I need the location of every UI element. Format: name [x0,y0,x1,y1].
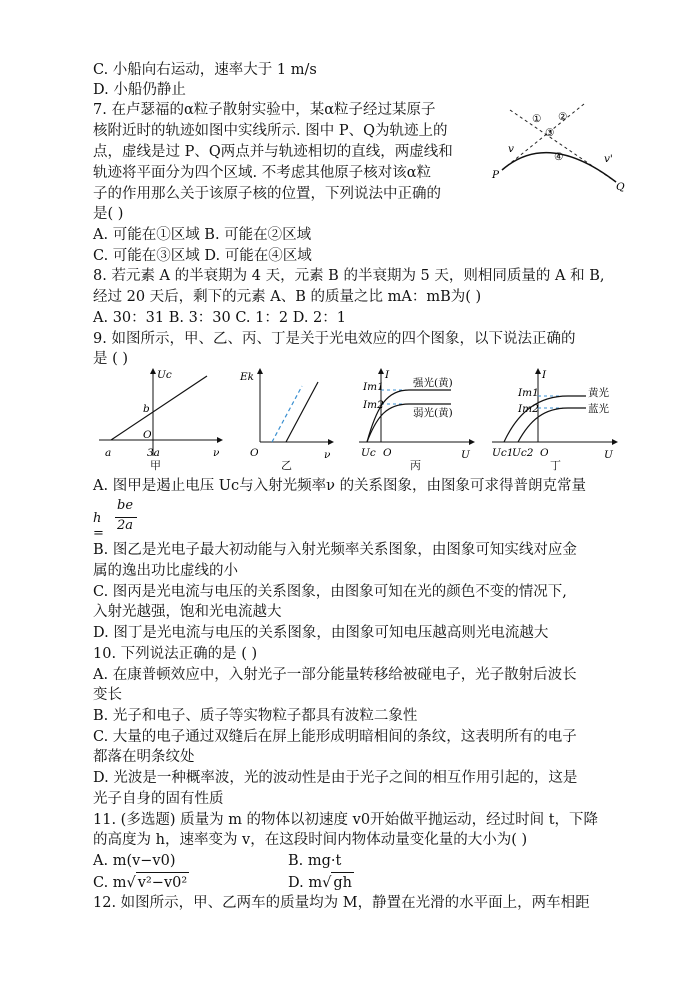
q11-option-b: B. mg·t [288,853,342,869]
region-4-label: ④ [554,151,564,163]
q7-text-1: 7. 在卢瑟福的α粒子散射实验中，某α粒子经过某原子 [93,102,436,118]
uc1-label: Uc1 [492,447,514,459]
tangent-line-q [502,104,584,170]
im1-label: Im1 [518,387,539,399]
q7-text-5: 子的作用那么关于该原子核的位置，下列说法中正确的 [93,186,441,202]
region-2-label: ② [558,111,568,123]
graph-ding-caption: 丁 [550,459,561,472]
q8-text-2: 经过 20 天后，剩下的元素 A、B 的质量之比 mA：mB为( ) [93,289,482,305]
q10-option-d-2: 光子自身的固有性质 [93,791,224,807]
option-d-line: D. 小船仍静止 [93,82,186,98]
intercept-b-label: b [143,403,150,415]
origin-label: O [383,447,392,459]
q11-option-d-prefix: D. m [288,875,323,891]
y-axis-label: Ek [240,371,255,383]
q9-text-2: 是 ( ) [93,351,129,367]
yellow-light-label: 黄光 [588,387,609,399]
q9-option-c-2: 入射光越强，饱和光电流越大 [93,604,282,620]
formula-h: h = [93,511,104,541]
region-1-label: ① [532,113,542,125]
velocity-v-label: v [508,143,514,155]
q7-options-ab: A. 可能在①区域 B. 可能在②区域 [93,227,312,243]
origin-label: O [143,429,152,441]
q7-text-3: 点，虚线是过 P、Q两点并与轨迹相切的直线，两虚线和 [93,144,453,160]
graph-bing-caption: 丙 [410,459,421,472]
q9-option-c-1: C. 图丙是光电流与电压的关系图象，由图象可知在光的颜色不变的情况下, [93,584,567,600]
origin-label: O [250,447,259,459]
3a-label: 3a [147,447,160,459]
formula-numerator: be [117,498,134,513]
strong-light-label: 强光(黄) [413,377,453,389]
q7-text-6: 是( ) [93,206,124,222]
q11-text-2: 的高度为 h，速率变为 v，在这段时间内物体动量变化量的大小为( ) [93,832,528,848]
a-label: a [105,447,112,459]
y-axis-label: I [385,369,390,381]
q11-option-c: C. m√ v²−v0² [93,872,189,893]
x-axis-label: ν [324,449,331,461]
solid-line [286,382,318,442]
graph-yi-caption: 乙 [281,459,292,472]
uc-label: Uc [361,447,376,459]
blue-light-label: 蓝光 [588,403,609,415]
q7-text-2: 核附近时的轨迹如图中实线所示. 图中 P、Q为轨迹上的 [93,123,448,139]
graph-yi [238,366,334,462]
point-q-label: Q [616,181,625,192]
graph-jia-caption: 甲 [150,459,161,472]
q10-option-d-1: D. 光波是一种概率波，光的波动性是由于光子之间的相互作用引起的，这是 [93,770,578,786]
graph-ding [488,366,618,462]
im1-label: Im1 [363,381,384,393]
im2-label: Im2 [363,399,384,411]
q11-option-c-prefix: C. m [93,875,127,891]
origin-label: O [540,447,549,459]
formula-denominator: 2a [117,518,134,533]
weak-light-label: 弱光(黄) [413,407,453,419]
q10-option-a-1: A. 在康普顿效应中，入射光子一部分能量转移给被碰电子，光子散射后波长 [93,667,577,683]
region-3-label: ③ [545,127,555,139]
q11-text-1: 11. (多选题) 质量为 m 的物体以初速度 v0开始做平抛运动，经过时间 t，下降 [93,812,599,828]
uc2-label: Uc2 [512,447,534,459]
q9-option-d: D. 图丁是光电流与电压的关系图象，由图象可知电压越高则光电流越大 [93,625,549,641]
option-c-line: C. 小船向右运动，速率大于 1 m/s [93,62,317,78]
graph-bing [355,366,475,462]
q9-text-1: 9. 如图所示，甲、乙、丙、丁是关于光电效应的四个图象，以下说法正确的 [93,331,576,347]
yellow-curve [504,396,586,442]
alpha-scattering-figure [488,100,638,192]
y-axis-label: Uc [157,369,172,381]
q10-option-b: B. 光子和电子、质子等实物粒子都具有波粒二象性 [93,708,418,724]
q9-option-b-1: B. 图乙是光电子最大初动能与入射光频率关系图象，由图象可知实线对应金 [93,542,577,558]
q7-text-4: 轨迹将平面分为四个区域. 不考虑其他原子核对该α粒 [93,165,432,181]
q11-option-c-radicand: v²−v0² [136,872,189,893]
q10-text: 10. 下列说法正确的是 ( ) [93,646,258,662]
x-axis-label: ν [213,447,220,459]
q9-option-a: A. 图甲是遏止电压 Uc与入射光频率ν 的关系图象，由图象可求得普朗克常量 [93,478,587,494]
x-axis-label: U [461,449,470,461]
q10-option-c-1: C. 大量的电子通过双缝后在屏上能形成明暗相间的条纹，这表明所有的电子 [93,729,577,745]
q9-option-b-2: 属的逸出功比虚线的小 [93,563,238,579]
q11-option-d: D. m√ gh [288,872,354,893]
x-axis-label: U [604,449,613,461]
dashed-line [272,386,302,442]
q8-options: A. 30：31 B. 3：30 C. 1：2 D. 2：1 [93,310,346,326]
q11-option-a: A. m(v−v0) [93,853,176,869]
im2-label: Im2 [518,403,539,415]
q8-text-1: 8. 若元素 A 的半衰期为 4 天，元素 B 的半衰期为 5 天，则相同质量的 A 和 B, [93,268,605,284]
q7-options-cd: C. 可能在③区域 D. 可能在④区域 [93,248,312,264]
velocity-vprime-label: v' [604,153,613,165]
q10-option-c-2: 都落在明条纹处 [93,749,195,765]
y-axis-label: I [542,369,547,381]
point-p-label: P [492,169,500,181]
q12-text: 12. 如图所示，甲、乙两车的质量均为 M，静置在光滑的水平面上，两车相距 [93,895,590,911]
graph-jia [95,366,223,462]
q11-option-d-radicand: gh [331,872,354,893]
uc-line [111,376,207,440]
q10-option-a-2: 变长 [93,687,122,703]
